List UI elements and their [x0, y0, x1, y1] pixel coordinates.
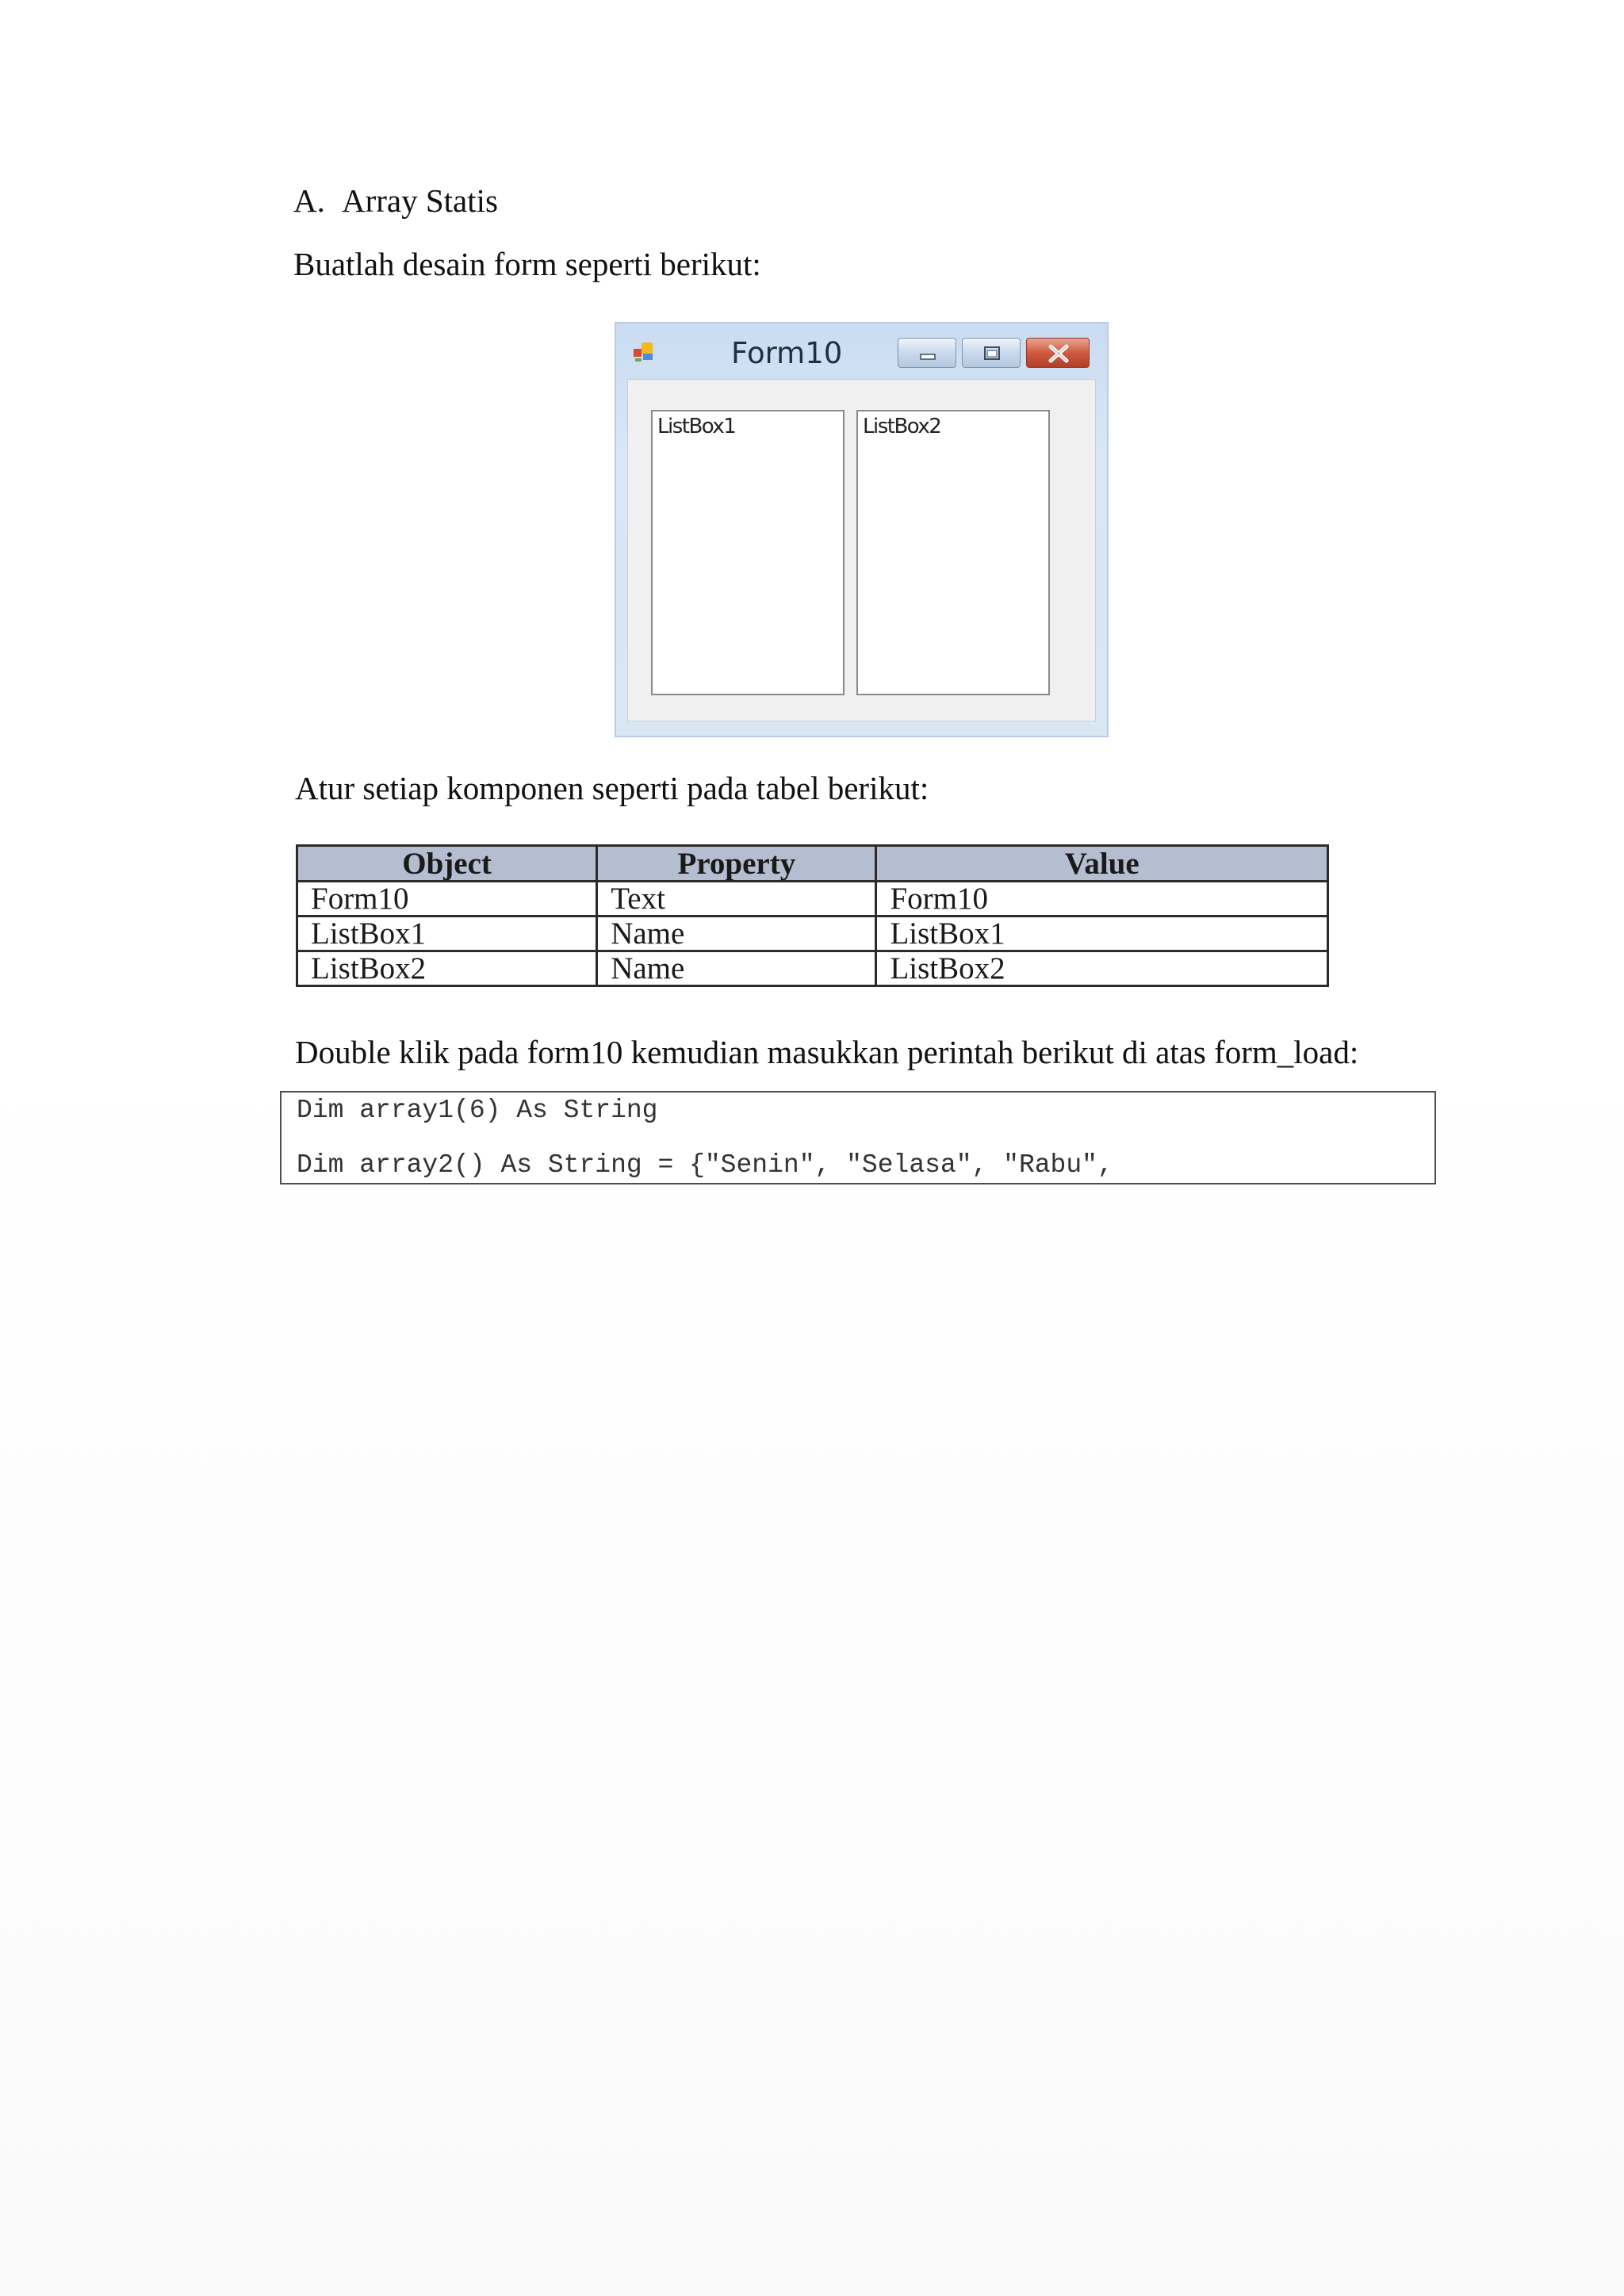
table-cell: ListBox1: [876, 916, 1328, 951]
form10-window-screenshot: [615, 322, 1109, 737]
table-cell: Form10: [876, 882, 1328, 916]
table-header-row: [297, 846, 1328, 882]
maximize-button[interactable]: [962, 338, 1021, 368]
table-instruction: Atur setiap komponen seperti pada tabel berikut:: [295, 770, 929, 806]
table-row: [297, 916, 1328, 951]
table-row: [297, 951, 1328, 986]
header-value: Value: [876, 846, 1328, 882]
table-cell: Name: [597, 951, 876, 986]
listbox2-label: ListBox2: [863, 415, 941, 438]
design-instruction: Buatlah desain form seperti berikut:: [293, 246, 761, 282]
table-cell: Text: [597, 882, 876, 916]
header-property: Property: [597, 846, 876, 882]
table-cell: Form10: [297, 882, 597, 916]
window-title: Form10: [731, 336, 843, 370]
header-object: Object: [297, 846, 597, 882]
form-app-icon: [632, 339, 657, 363]
minimize-icon: [898, 339, 957, 369]
form-client-area: [627, 379, 1096, 721]
code-line: Dim array1(6) As String: [297, 1096, 658, 1125]
table-cell: ListBox1: [297, 916, 597, 951]
close-button[interactable]: [1026, 338, 1090, 368]
listbox2-control[interactable]: [856, 410, 1050, 695]
code-block: [280, 1091, 1436, 1184]
section-heading: [293, 181, 498, 220]
listbox1-label: ListBox1: [657, 415, 736, 438]
table-cell: Name: [597, 916, 876, 951]
property-table: [296, 844, 1329, 987]
code-line: Dim array2() As String = {"Senin", "Selasa", "Rabu",: [297, 1150, 1113, 1180]
maximize-icon: [963, 339, 1021, 369]
section-number: A.: [293, 182, 325, 219]
listbox1-control[interactable]: [651, 410, 845, 695]
table-cell: ListBox2: [876, 951, 1328, 986]
minimize-button[interactable]: [898, 338, 956, 368]
section-title: Array Statis: [342, 182, 498, 219]
code-instruction: Double klik pada form10 kemudian masukkan perintah berikut di atas form_load:: [295, 1034, 1359, 1070]
table-cell: ListBox2: [297, 951, 597, 986]
table-row: [297, 882, 1328, 916]
close-icon: [1027, 339, 1090, 369]
